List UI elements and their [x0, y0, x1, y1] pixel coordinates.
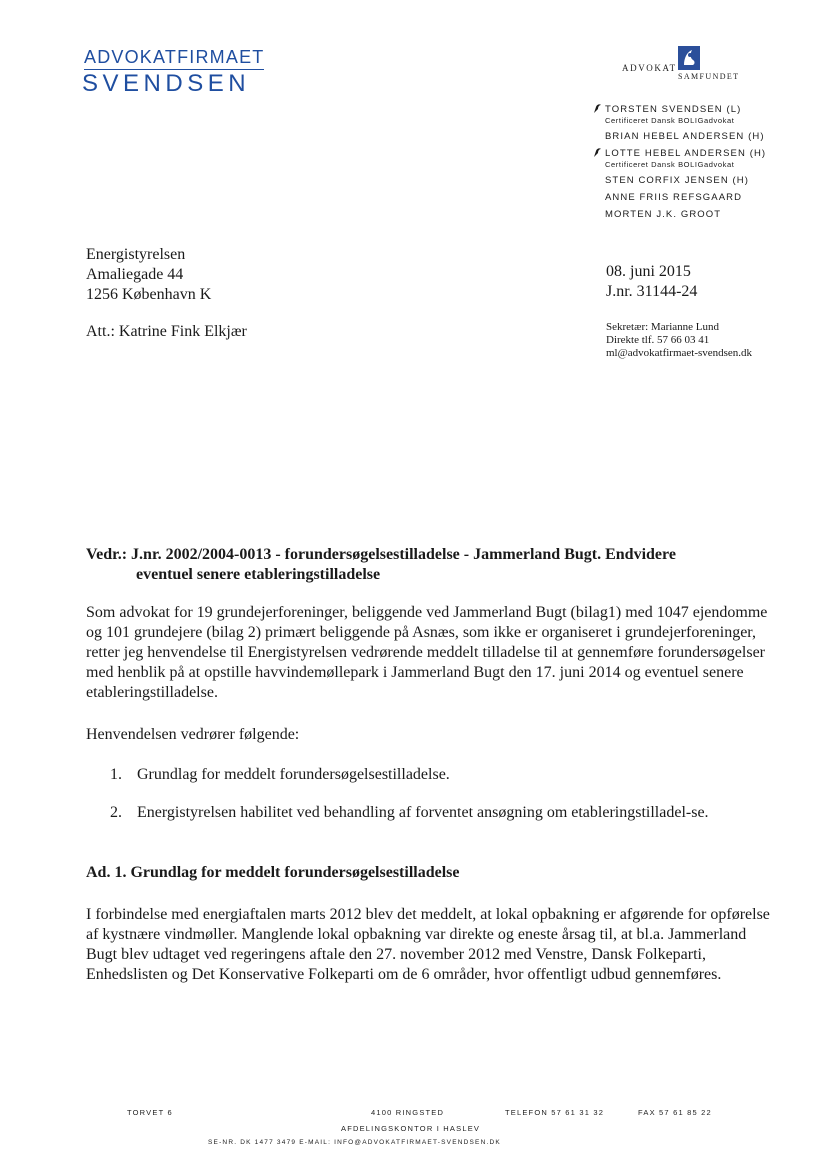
- partner-certification: Certificeret Dansk BOLIGadvokat: [605, 160, 735, 169]
- partner-name: STEN CORFIX JENSEN (H): [605, 175, 750, 186]
- partner-name: MORTEN J.K. GROOT: [605, 209, 722, 220]
- recipient-address: [86, 245, 211, 305]
- firm-name-line2: SVENDSEN: [82, 70, 251, 97]
- secretary-contact: [606, 321, 752, 360]
- partner-entry: [592, 130, 812, 143]
- recipient-city: 1256 København K: [86, 286, 212, 303]
- logo-text-top: ADVOKAT: [622, 63, 677, 73]
- partner-entry: [592, 208, 812, 221]
- list-number: 1.: [110, 766, 122, 783]
- body-paragraph: Henvendelsen vedrører følgende:: [86, 726, 300, 743]
- partner-name: LOTTE HEBEL ANDERSEN (H): [605, 148, 767, 159]
- footer-address: TORVET 6: [127, 1108, 173, 1117]
- footer-city: 4100 RINGSTED: [371, 1108, 445, 1117]
- partner-list: [592, 103, 812, 225]
- recipient-street: Amaliegade 44: [86, 266, 184, 283]
- recipient-name: Energistyrelsen: [86, 246, 186, 263]
- firm-name-line1: ADVOKATFIRMAET: [84, 47, 264, 70]
- partner-name: BRIAN HEBEL ANDERSEN (H): [605, 131, 765, 142]
- journal-number: J.nr. 31144-24: [606, 283, 698, 300]
- subject-line: [86, 545, 776, 585]
- body-paragraph: I forbindelse med energiaftalen marts 2012 blev det meddelt, at lokal opbakning er afgørende for opførelse af kystnære vindmøller. Manglende lokal opbakning var direkte og eneste årsag til, at bl.a. Jammerland Bugt blev udtaget ved regeringens aftale den 27. november 2012 med Venstre, Dansk Folkeparti, Enhedslisten og Det Konservative Folkeparti om de 6 områder, hvor offentligt udbud gennemføres.: [86, 906, 770, 983]
- list-number: 2.: [110, 804, 122, 821]
- partner-entry: [592, 191, 812, 204]
- footer-fax: FAX 57 61 85 22: [638, 1108, 712, 1117]
- subject-line-2: eventuel senere etableringstilladelse: [136, 566, 381, 583]
- partner-entry: [592, 103, 812, 126]
- logo-text-bottom: SAMFUNDET: [678, 72, 740, 81]
- letter-date: 08. juni 2015: [606, 263, 691, 280]
- footer-cvr-email: SE-NR. DK 1477 3479 E-MAIL: INFO@ADVOKATFIRMAET-SVENDSEN.DK: [208, 1139, 501, 1146]
- secretary-email: ml@advokatfirmaet-svendsen.dk: [606, 347, 753, 359]
- certified-mark-icon: [592, 147, 602, 158]
- body-paragraph: Som advokat for 19 grundejerforeninger, beliggende ved Jammerland Bugt (bilag1) med 1047 ejendomme og 101 grundejere (bilag 2) primært beliggende på Asnæs, som ikke er organiseret i grundejerforeninger, retter jeg henvendelse til Energistyrelsen vedrørende meddelt tilladelse til at gennemføre forundersøgelser med henblik på at opstille havvindemøllepark i Jammerland Bugt den 17. juni 2014 og eventuel senere etableringstilladelse.: [86, 604, 768, 701]
- certified-mark-icon: [592, 103, 602, 114]
- partner-entry: [592, 147, 812, 170]
- date-reference: [606, 262, 697, 302]
- partner-name: TORSTEN SVENDSEN (L): [605, 104, 742, 115]
- subject-line-1: Vedr.: J.nr. 2002/2004-0013 - forundersøgelsestilladelse - Jammerland Bugt. Endvidere: [86, 546, 676, 563]
- advokatsamfundet-logo: [622, 46, 752, 82]
- footer-branch: AFDELINGSKONTOR I HASLEV: [341, 1124, 481, 1133]
- partner-certification: Certificeret Dansk BOLIGadvokat: [605, 116, 735, 125]
- list-text: Energistyrelsen habilitet ved behandling af forventet ansøgning om etableringstilladel-se.: [137, 804, 709, 821]
- partner-entry: [592, 174, 812, 187]
- list-text: Grundlag for meddelt forundersøgelsestilladelse.: [137, 766, 450, 783]
- partner-name: ANNE FRIIS REFSGAARD: [605, 192, 743, 203]
- secretary-name: Sekretær: Marianne Lund: [606, 321, 720, 333]
- footer-phone: TELEFON 57 61 31 32: [505, 1108, 605, 1117]
- secretary-phone: Direkte tlf. 57 66 03 41: [606, 334, 710, 346]
- section-heading: Ad. 1. Grundlag for meddelt forundersøgelsestilladelse: [86, 864, 460, 881]
- attention-line: Att.: Katrine Fink Elkjær: [86, 323, 247, 340]
- advokatsamfundet-emblem-icon: [678, 46, 700, 70]
